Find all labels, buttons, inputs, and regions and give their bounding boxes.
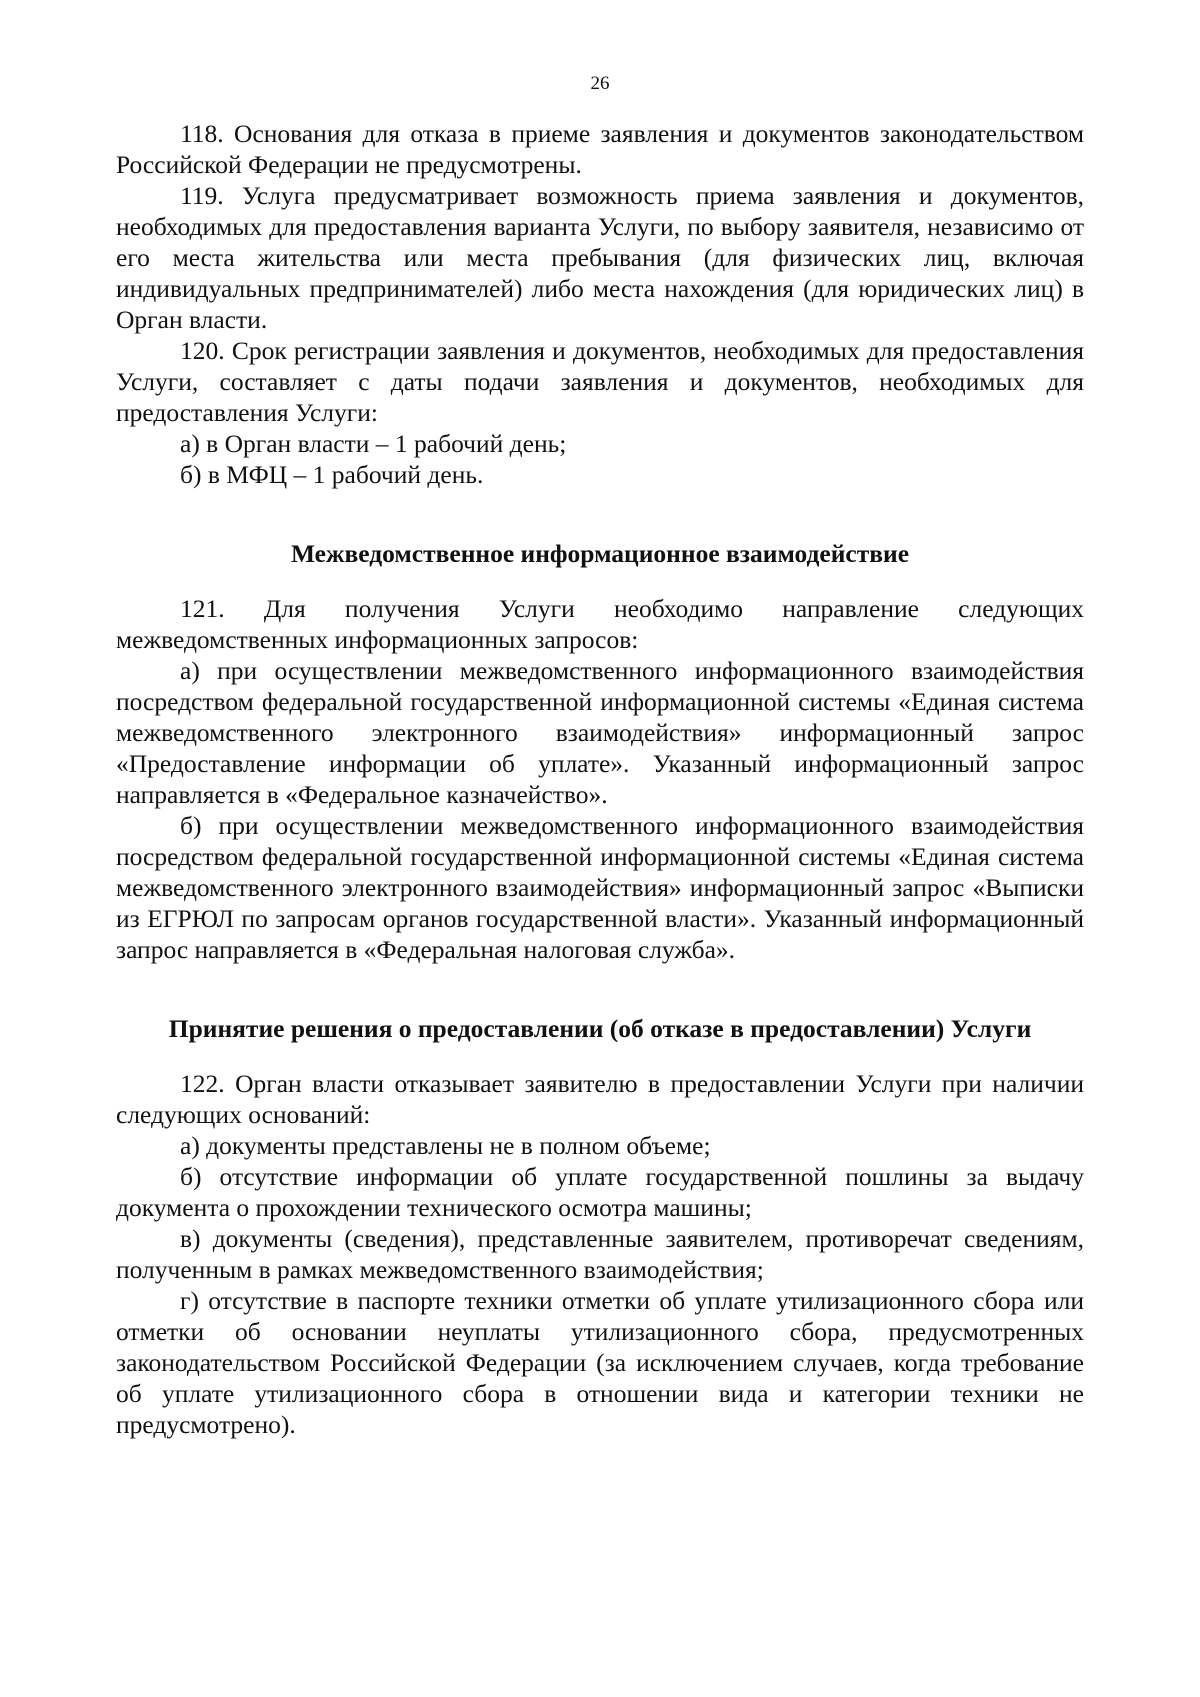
paragraph-120-a: а) в Орган власти – 1 рабочий день; [180, 429, 567, 458]
paragraph-122-b: б) отсутствие информации об уплате государственной пошлины за выдачу документа о прохождении технического осмотра машины; [116, 1162, 1084, 1222]
paragraph-120: 120. Срок регистрации заявления и документов, необходимых для предоставления Услуги, составляет с даты подачи заявления и документов, необходимых для предоставления Услуги: [116, 336, 1084, 427]
page-number: 26 [590, 73, 610, 94]
section-heading-interagency: Межведомственное информационное взаимодействие [290, 539, 910, 568]
paragraph-119: 119. Услуга предусматривает возможность приема заявления и документов, необходимых для предоставления варианта Услуги, по выбору заявителя, независимо от его места жительства или места пребывания (для физических лиц, включая индивидуальных предпринимателей) либо места нахождения (для юридических лиц) в Орган власти. [116, 181, 1084, 334]
paragraph-122-g: г) отсутствие в паспорте техники отметки об уплате утилизационного сбора или отметки об основании неуплаты утилизационного сбора, предусмотренных законодательством Российской Федерации (за исключением случаев, когда требование об уплате утилизационного сбора в отношении вида и категории техники не предусмотрено). [116, 1286, 1084, 1439]
document-body [116, 118, 1084, 1440]
paragraph-122-a: а) документы представлены не в полном объеме; [180, 1131, 711, 1160]
paragraph-120-b: б) в МФЦ – 1 рабочий день. [180, 460, 484, 489]
paragraph-121: 121. Для получения Услуги необходимо направление следующих межведомственных информационных запросов: [116, 594, 1084, 654]
paragraph-118: 118. Основания для отказа в приеме заявления и документов законодательством Российской Федерации не предусмотрены. [116, 119, 1084, 179]
paragraph-122: 122. Орган власти отказывает заявителю в предоставлении Услуги при наличии следующих оснований: [116, 1069, 1084, 1129]
paragraph-121-b: б) при осуществлении межведомственного информационного взаимодействия посредством федеральной государственной информационной системы «Единая система межведомственного электронного взаимодействия» информационный запрос «Выписки из ЕГРЮЛ по запросам органов государственной власти». Указанный информационный запрос направляется в «Федеральная налоговая служба». [116, 811, 1084, 964]
paragraph-121-a: а) при осуществлении межведомственного информационного взаимодействия посредством федеральной государственной информационной системы «Единая система межведомственного электронного взаимодействия» информационный запрос «Предоставление информации об уплате». Указанный информационный запрос направляется в «Федеральное казначейство». [116, 656, 1084, 809]
paragraph-122-v: в) документы (сведения), представленные заявителем, противоречат сведениям, полученным в рамках межведомственного взаимодействия; [116, 1224, 1084, 1284]
section-heading-decision: Принятие решения о предоставлении (об отказе в предоставлении) Услуги [168, 1014, 1032, 1043]
